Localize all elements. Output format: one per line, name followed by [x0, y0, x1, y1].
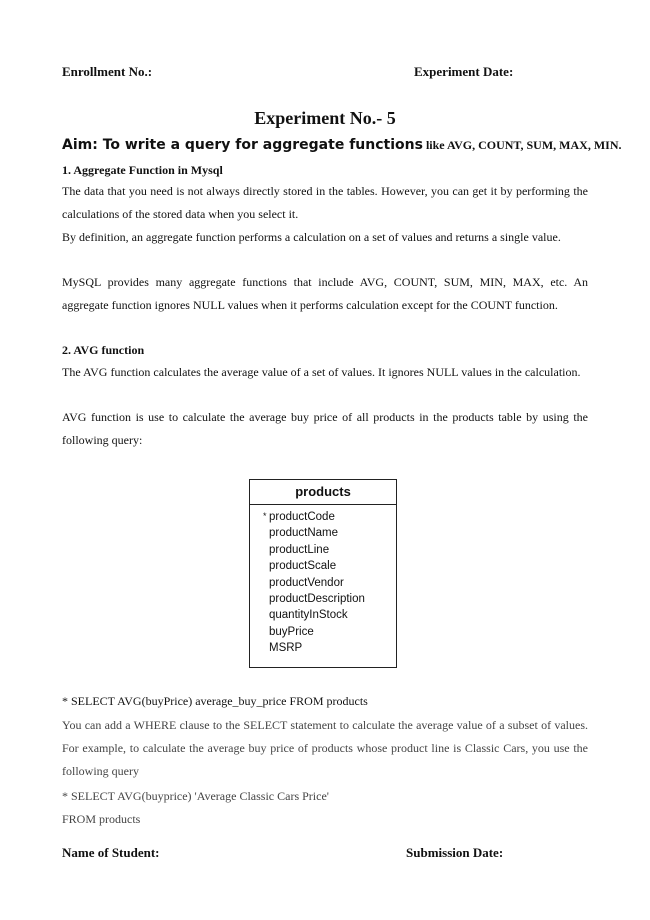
- field-productcode: * productCode: [269, 509, 396, 525]
- products-table-diagram: [249, 479, 397, 668]
- field-buyprice: buyPrice: [269, 625, 314, 638]
- field-productdescription: productDescription: [269, 593, 365, 606]
- section2-heading: 2. AVG function: [62, 343, 145, 357]
- products-field-list: [250, 505, 396, 657]
- where-clause-paragraph: You can add a WHERE clause to the SELECT statement to calculate the average value of a subset of values. For example, to calculate the average buy price of products whose product line is Classic Cars, you use the following query: [62, 718, 588, 778]
- aim-lead: Aim: To write a query for aggregate functions: [62, 137, 423, 153]
- products-table-name: products: [250, 480, 396, 505]
- field-msrp: MSRP: [269, 642, 303, 655]
- section2-paragraph-2: AVG function is use to calculate the average buy price of all products in the products table by using the following query:: [62, 410, 588, 447]
- student-name-label: Name of Student:: [62, 845, 160, 860]
- field-productname: productName: [269, 527, 339, 540]
- classic-cars-query-line-1: * SELECT AVG(buyprice) 'Average Classic Cars Price': [62, 789, 329, 803]
- field-quantityinstock: quantityInStock: [269, 609, 348, 622]
- page-title: Experiment No.- 5: [254, 108, 396, 128]
- section1-paragraph-1: The data that you need is not always directly stored in the tables. However, you can get it by performing the calculations of the stored data when you select it.: [62, 184, 588, 221]
- enrollment-label: Enrollment No.:: [62, 64, 153, 79]
- primary-key-marker: *: [263, 511, 267, 521]
- aim-statement: [62, 137, 622, 154]
- submission-date-label: Submission Date:: [406, 845, 504, 860]
- classic-cars-query-line-2: FROM products: [62, 812, 141, 826]
- aim-tail: like AVG, COUNT, SUM, MAX, MIN.: [422, 138, 622, 152]
- field-productvendor: productVendor: [269, 576, 344, 589]
- section1-heading: 1. Aggregate Function in Mysql: [62, 163, 223, 177]
- section1-paragraph-2: By definition, an aggregate function performs a calculation on a set of values and returns a single value.: [62, 230, 561, 244]
- section2-paragraph-1: The AVG function calculates the average value of a set of values. It ignores NULL values in the calculation.: [62, 365, 581, 379]
- experiment-date-label: Experiment Date:: [414, 64, 514, 79]
- avg-query: * SELECT AVG(buyPrice) average_buy_price FROM products: [62, 694, 368, 708]
- field-productline: productLine: [269, 543, 330, 556]
- field-productscale: productScale: [269, 560, 337, 573]
- section1-paragraph-3: MySQL provides many aggregate functions that include AVG, COUNT, SUM, MIN, MAX, etc. An aggregate function ignores NULL values when it performs calculation except for the COUNT function.: [62, 275, 588, 312]
